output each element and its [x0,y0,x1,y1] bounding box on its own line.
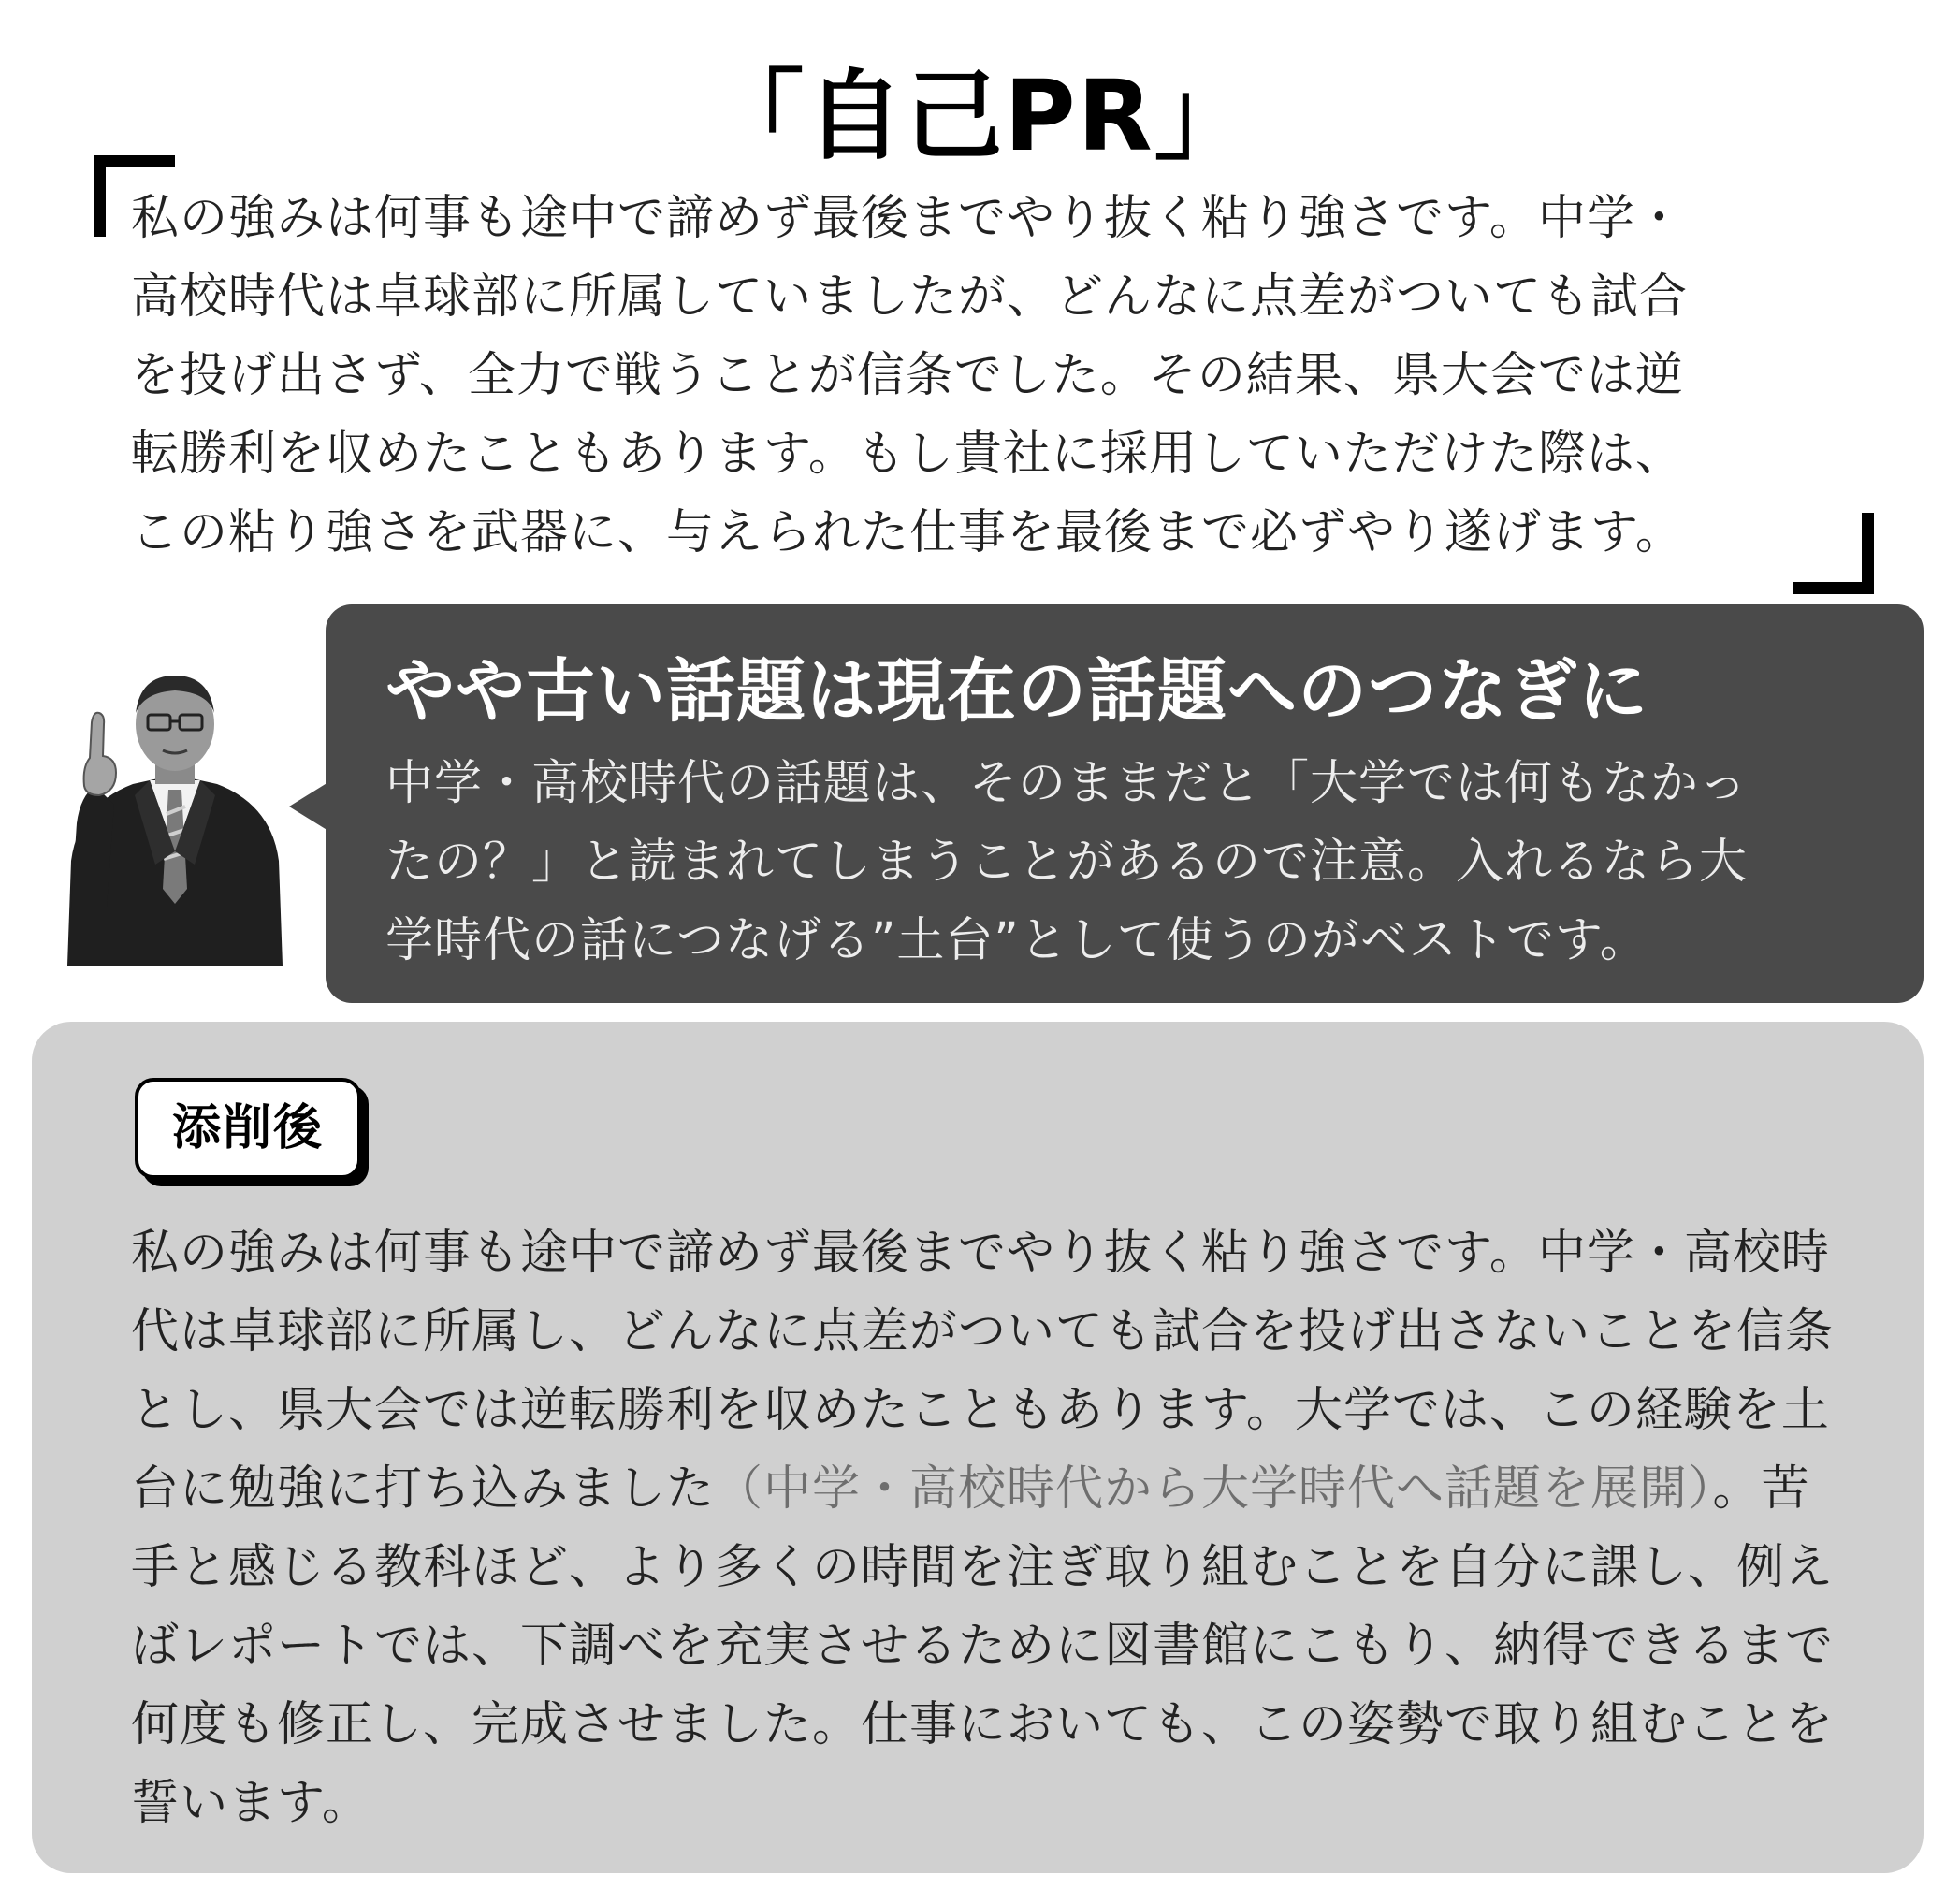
advice-heading: やや古い話題は現在の話題へのつなぎに [385,651,1648,732]
speech-bubble-tail [289,782,328,831]
revised-editor-note: （中学・高校時代から大学時代へ話題を展開） [715,1461,1713,1517]
page-title: 「自己PR」 [706,59,1254,173]
revised-text-part2: 。苦手と感じる教科ほど、より多くの時間を注ぎ取り組むことを自分に課し、例えばレポートでは、下調べを充実させるために図書館にこもり、納得できるまで何度も修正し、完成させました。仕事においても、この姿勢で取り組むことを誓います。 [131,1461,1835,1831]
revised-pr-text [131,1214,1843,1843]
close-quote-bracket [1793,513,1874,594]
revised-text-part1: 私の強みは何事も途中で諦めず最後までやり抜く粘り強さです。中学・高校時代は卓球部に所属し、どんなに点差がついても試合を投げ出さないことを信条とし、県大会では逆転勝利を収めたこともあります。大学では、この経験を土台に勉強に打ち込みました [131,1226,1835,1517]
advisor-avatar [58,664,292,966]
advice-body: 中学・高校時代の話題は、そのままだと「大学では何もなかっ たの？」と読まれてしまうことがあるので注意。入れるなら大 学時代の話につなげる”土台”として使うのがベストです。 [385,756,1749,968]
revised-badge: 添削後 [135,1078,361,1179]
original-pr-text: 私の強みは何事も途中で諦めず最後までやり抜く粘り強さです。中学・ 高校時代は卓球部に所属していましたが、どんなに点差がついても試合 を投げ出さず、全力で戦うことが信条でした。その結果、県大会では逆 転勝利を収めたこともあります。もし貴社に採用していただけた際は、 この粘り強さを武器に、与えられた仕事を最後まで必ずやり遂げます。 [131,191,1689,560]
